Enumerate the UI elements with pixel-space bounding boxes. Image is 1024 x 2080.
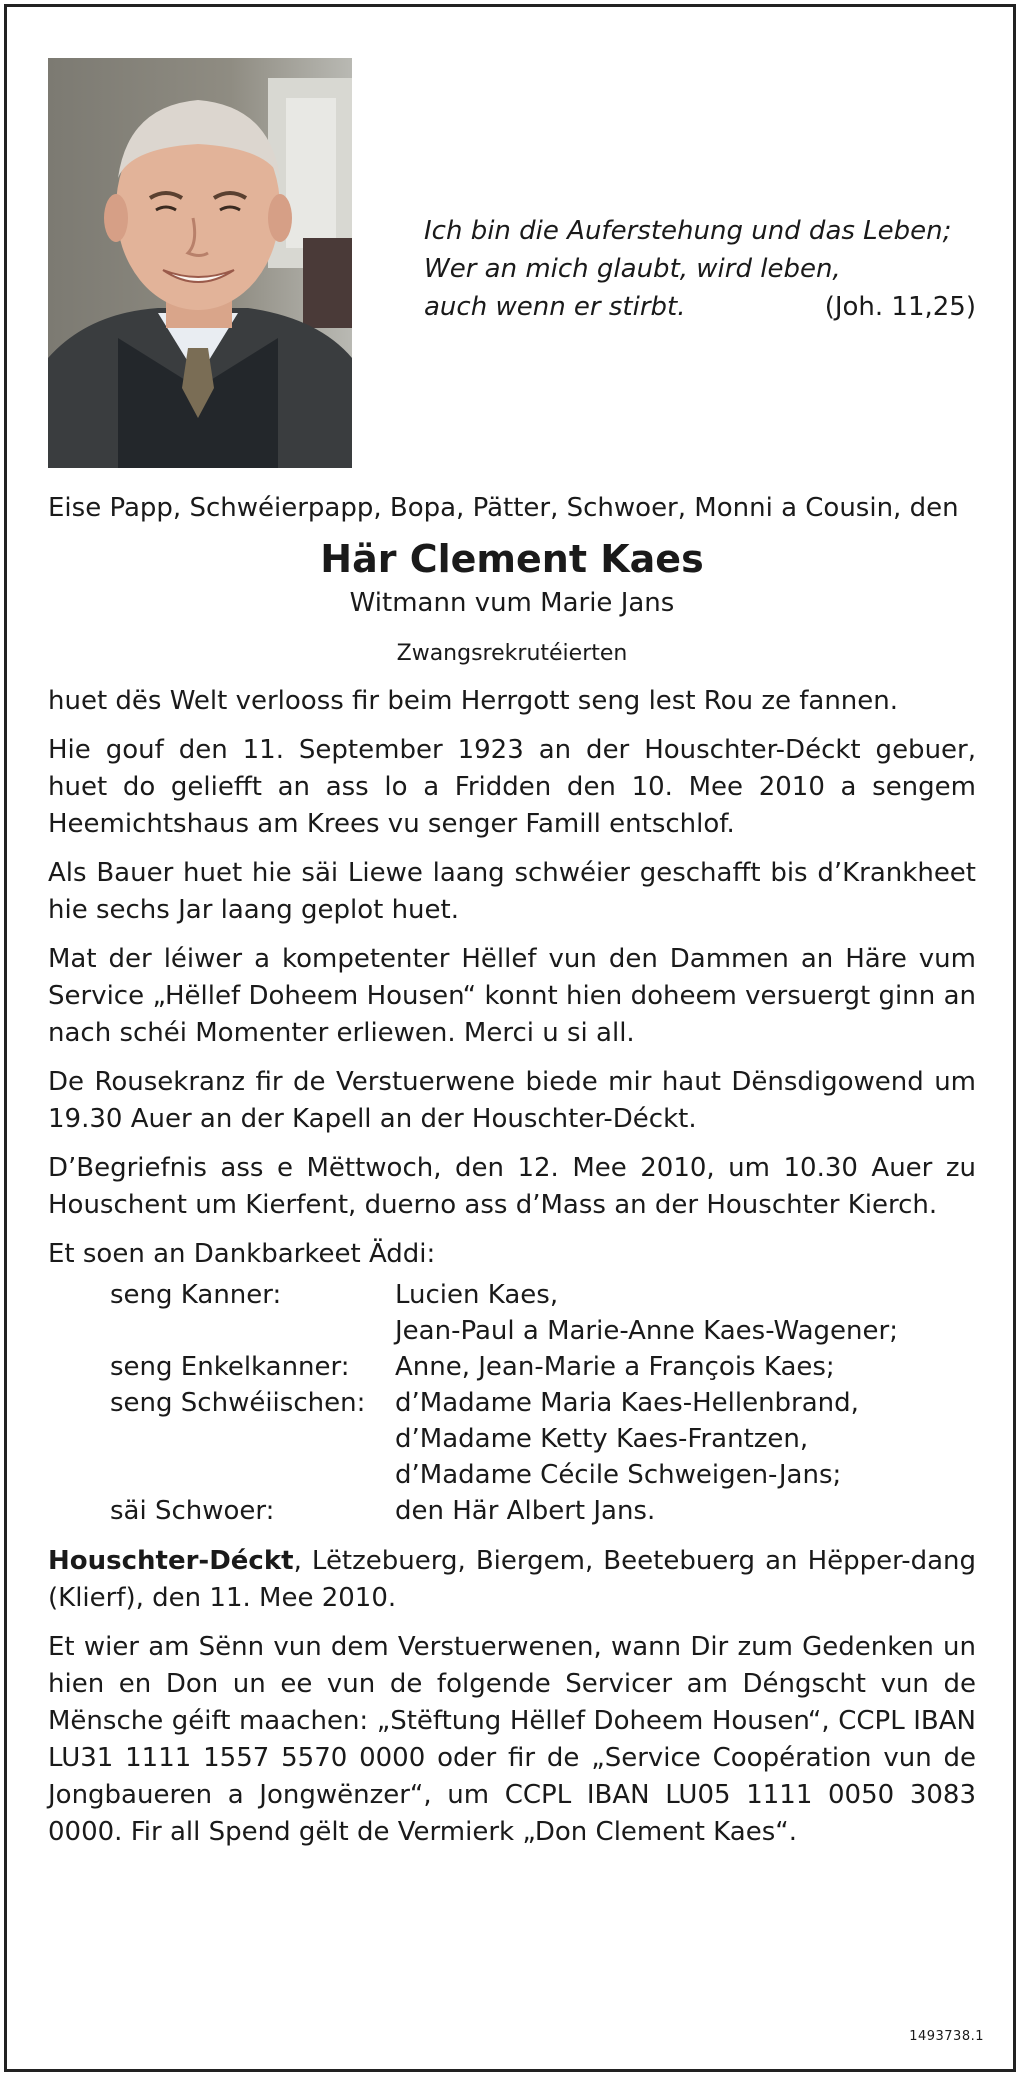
quote-line-1: Ich bin die Auferstehung und das Leben; [424,216,952,246]
family-name: Anne, Jean-Marie a François Kaes; [395,1352,835,1382]
family-names [395,1493,976,1529]
paragraph: huet dës Welt verlooss fir beim Herrgott seng lest Rou ze fannen. [48,686,899,716]
family-name: Lucien Kaes, [395,1280,559,1310]
family-names [395,1277,976,1349]
family-names [395,1385,976,1493]
bible-quote [424,212,984,326]
status-line: Zwangsrekrutéierten [396,641,628,666]
family-name: den Här Albert Jans. [395,1496,656,1526]
widower-line: Witmann vum Marie Jans [349,588,675,618]
family-role: säi Schwoer: [110,1496,275,1526]
family-name: d’Madame Ketty Kaes-Frantzen, [395,1424,809,1454]
intro-text: Eise Papp, Schwéierpapp, Bopa, Pätter, Schwoer, Monni a Cousin, den [48,493,959,523]
notice-body [48,490,976,1863]
donation-text: Et wier am Sënn vun dem Verstuerwenen, wann Dir zum Gedenken un hien en Don un ee vun de folgende Servicer am Déngscht vun de Mënsche géift maachen: „Stëftung Hëllef Doheem Housen“, CCPL IBAN LU31 1111 1557 5570 0000 oder fir de „Service Coopération vun de Jongbaueren a Jongwënzer“, um CCPL IBAN LU05 1111 0050 3083 0000. Fir all Spend gëlt de Vermierk „Don Clement Kaes“. [48,1632,976,1847]
family-list [110,1277,976,1529]
quote-line-3: auch wenn er stirbt. [424,292,686,322]
paragraph: D’Begriefnis ass e Mëttwoch, den 12. Mee 2010, um 10.30 Auer zu Houschent um Kierfent, duerno ass d’Mass an der Houschter Kierch. [48,1153,976,1220]
place-name: Houschter-Déckt [48,1546,294,1576]
farewell-intro: Et soen an Dankbarkeet Äddi: [48,1239,436,1269]
family-name: d’Madame Cécile Schweigen-Jans; [395,1460,842,1490]
family-role: seng Enkelkanner: [110,1352,350,1382]
portrait-photo [48,58,352,468]
ad-code: 1493738.1 [909,2029,984,2044]
quote-reference: (Joh. 11,25) [824,292,976,322]
family-name: Jean-Paul a Marie-Anne Kaes-Wagener; [395,1316,898,1346]
quote-line-2: Wer an mich glaubt, wird leben, [424,254,841,284]
paragraph: Als Bauer huet hie säi Liewe laang schwéier geschafft bis d’Krankheet hie sechs Jar laang geplot huet. [48,858,976,925]
place-rest: , Lëtzebuerg, Biergem, Beetebuerg an Hëpper-dang (Klierf), den 11. Mee 2010. [48,1546,976,1613]
paragraph: De Rousekranz fir de Verstuerwene biede mir haut Dënsdigowend um 19.30 Auer an der Kapell an der Houschter-Déckt. [48,1067,976,1134]
family-name: d’Madame Maria Kaes-Hellenbrand, [395,1388,859,1418]
family-role: seng Schwéiischen: [110,1388,366,1418]
place-date [48,1543,976,1617]
paragraph: Mat der léiwer a kompetenter Hëllef vun den Dammen an Häre vum Service „Hëllef Doheem Housen“ konnt hien doheem versuergt ginn an nach schéi Momenter erliewen. Merci u si all. [48,944,976,1048]
paragraph: Hie gouf den 11. September 1923 an der Houschter-Déckt gebuer, huet do geliefft an ass lo a Fridden den 10. Mee 2010 a sengem Heemichtshaus am Krees vu senger Famill entschlof. [48,735,976,839]
family-role: seng Kanner: [110,1280,282,1310]
deceased-name: Här Clement Kaes [320,537,704,581]
family-names [395,1349,976,1385]
